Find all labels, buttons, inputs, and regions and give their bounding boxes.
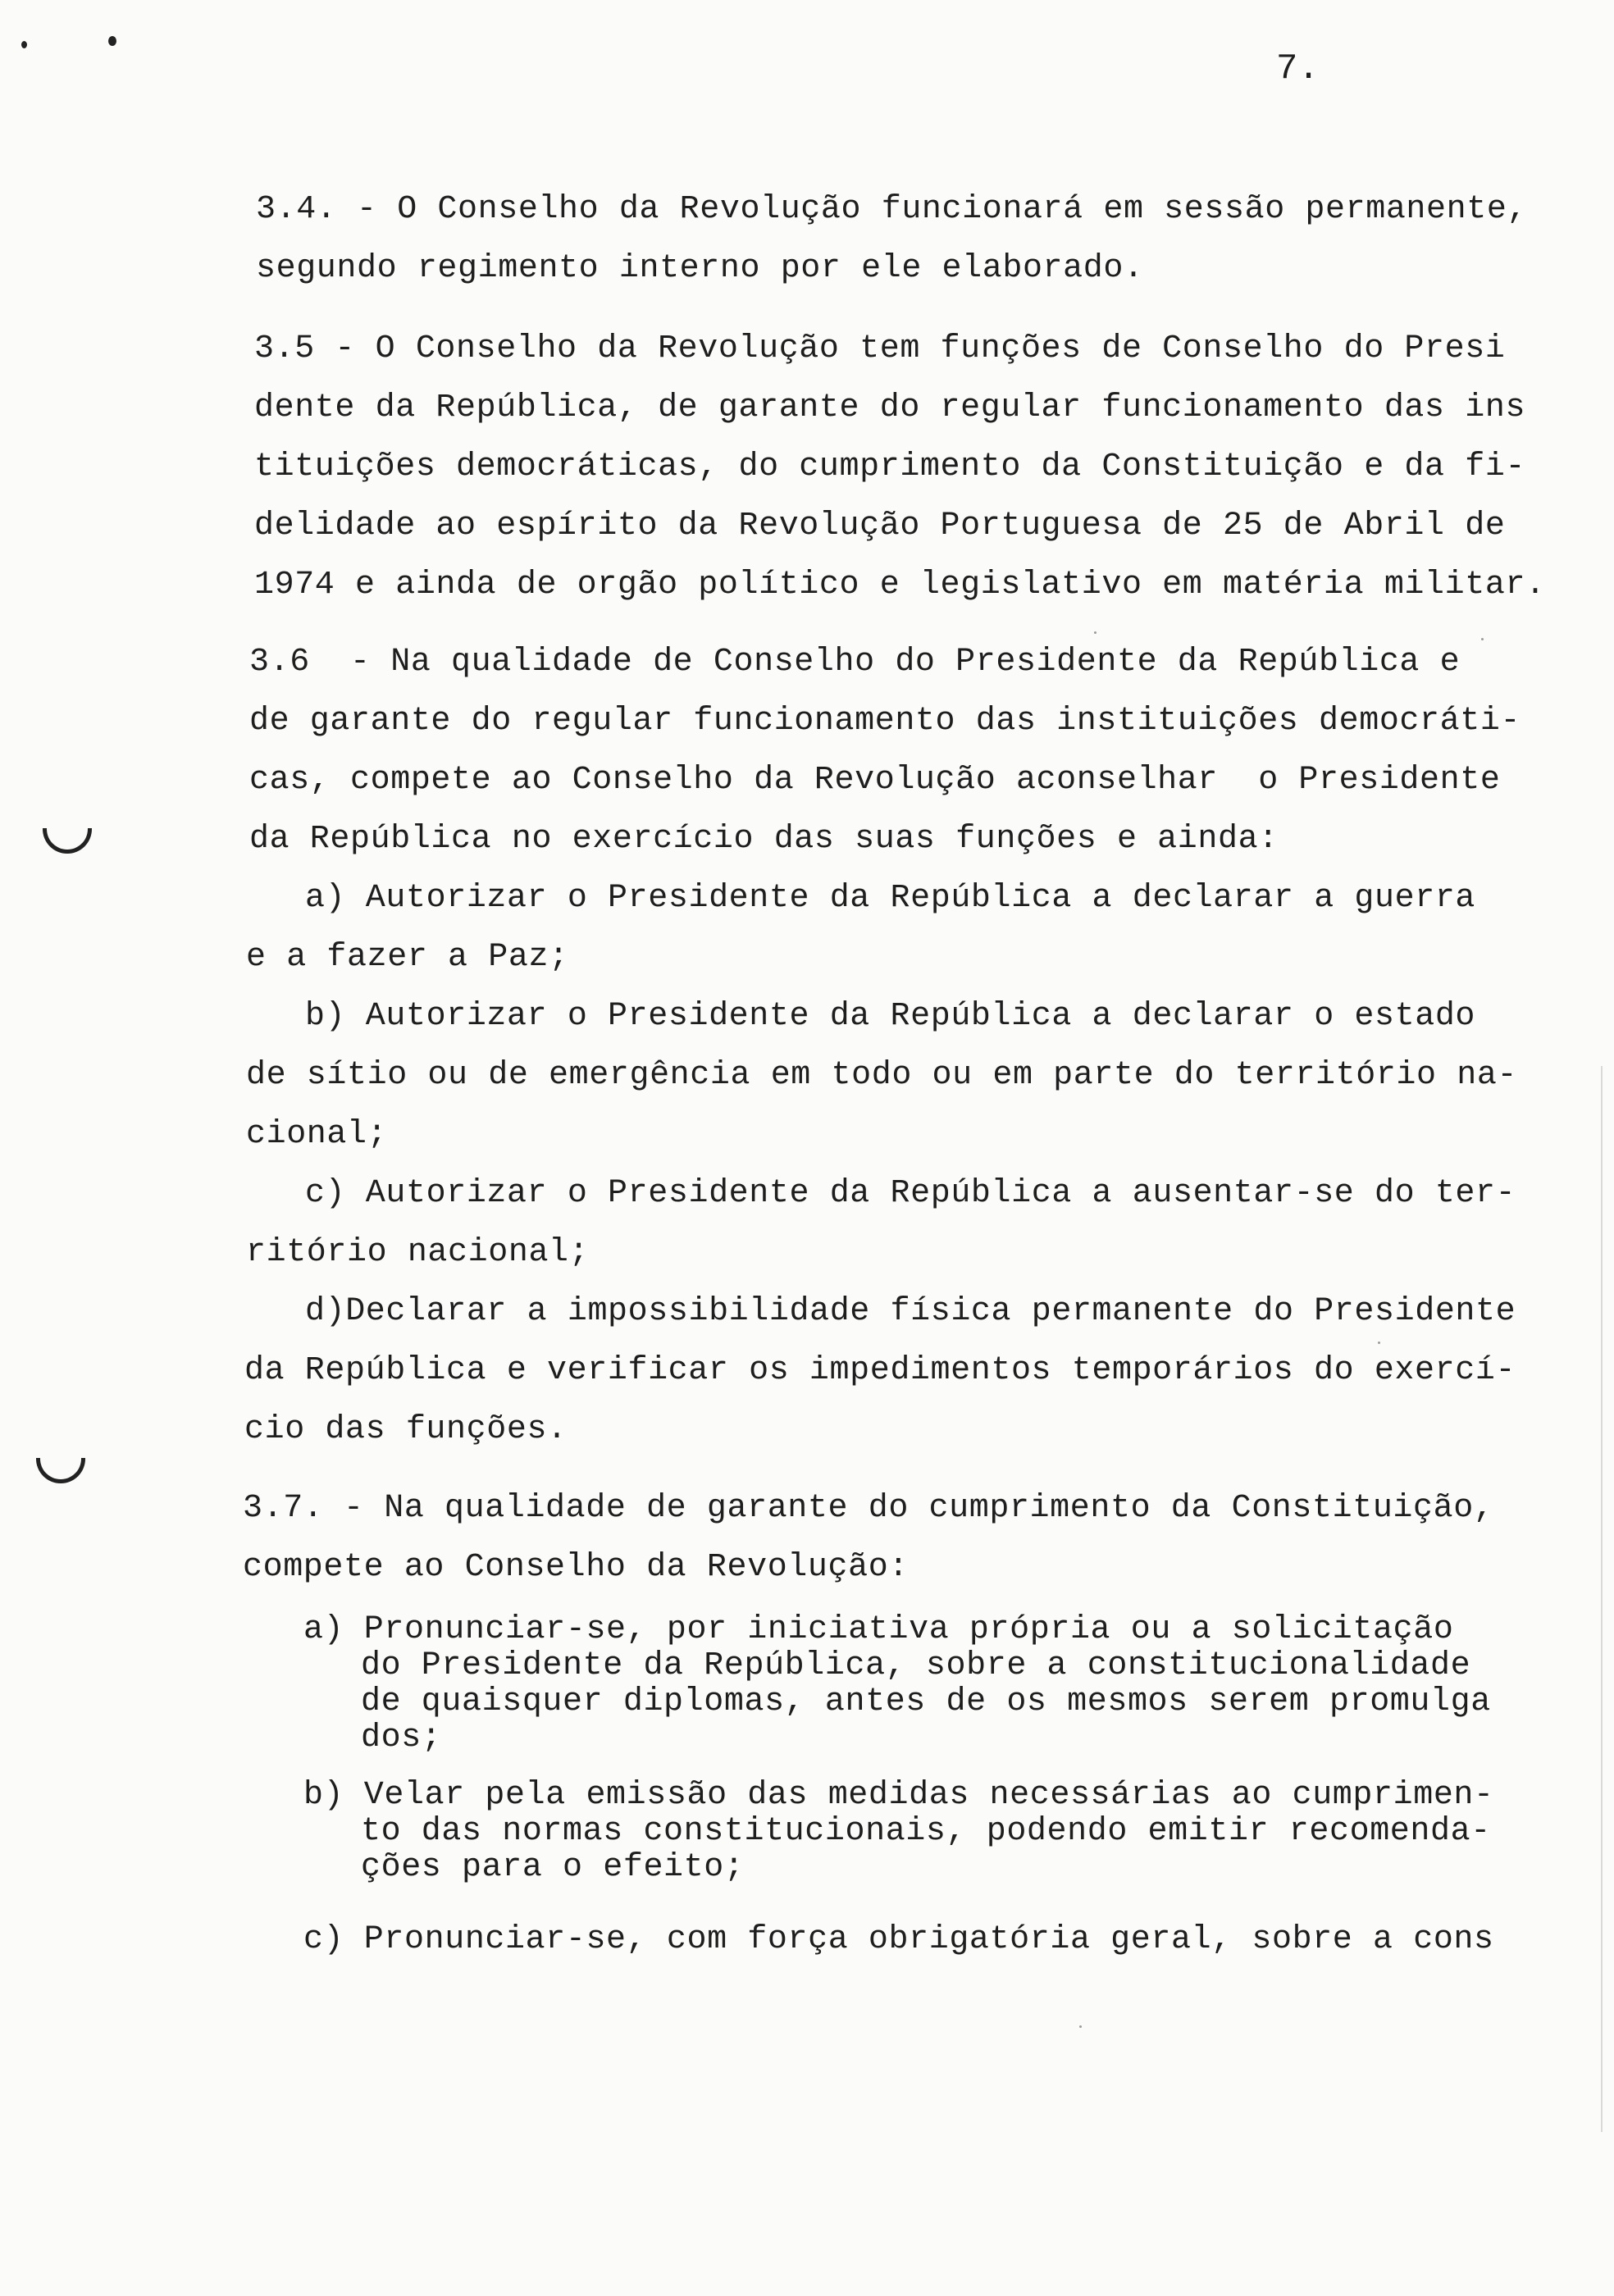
text-line: 1974 e ainda de orgão político e legislativo em matéria militar. [254, 567, 1546, 604]
text-line: ritório nacional; [246, 1234, 590, 1271]
text-line: cional; [246, 1116, 388, 1153]
text-line: to das normas constitucionais, podendo emitir recomenda- [361, 1813, 1491, 1850]
list-item-a: a) Autorizar o Presidente da República a declarar a guerra [305, 880, 1476, 917]
text-line: do Presidente da República, sobre a constitucionalidade [361, 1647, 1471, 1684]
text-line: delidade ao espírito da Revolução Portuguesa de 25 de Abril de [254, 508, 1506, 544]
punch-hole-mark [43, 828, 92, 854]
list-item-c: c) Autorizar o Presidente da República a ausentar-se do ter- [305, 1175, 1516, 1212]
scan-mark [21, 41, 27, 48]
list-item-b: b) Velar pela emissão das medidas necessárias ao cumprimen- [303, 1777, 1494, 1814]
text-line: 3.5 - O Conselho da Revolução tem funções de Conselho do Presi [254, 330, 1506, 367]
text-line: da República no exercício das suas funções e ainda: [249, 821, 1279, 858]
text-line: 3.4. - O Conselho da Revolução funcionará em sessão permanente, [256, 191, 1528, 228]
text-line: cio das funções. [244, 1411, 568, 1448]
text-line: compete ao Conselho da Revolução: [243, 1549, 909, 1586]
text-line: de garante do regular funcionamento das instituições democráti- [249, 703, 1521, 740]
list-item-a: a) Pronunciar-se, por iniciativa própria ou a solicitação [303, 1611, 1454, 1648]
scan-speck [1378, 1342, 1380, 1344]
text-line: dente da República, de garante do regular funcionamento das ins [254, 390, 1526, 426]
list-item-b: b) Autorizar o Presidente da República a declarar o estado [305, 998, 1476, 1035]
text-line: dos; [361, 1720, 442, 1756]
text-line: cas, compete ao Conselho da Revolução aconselhar o Presidente [249, 762, 1501, 799]
text-line: de sítio ou de emergência em todo ou em parte do território na- [246, 1057, 1518, 1094]
text-line: 3.6 - Na qualidade de Conselho do Presidente da República e [249, 644, 1461, 681]
list-item-d: d)Declarar a impossibilidade física permanente do Presidente [305, 1293, 1516, 1330]
text-line: da República e verificar os impedimentos temporários do exercí- [244, 1352, 1516, 1389]
punch-hole-mark [36, 1458, 85, 1483]
text-line: 3.7. - Na qualidade de garante do cumprimento da Constituição, [243, 1490, 1494, 1527]
text-line: tituições democráticas, do cumprimento da Constituição e da fi- [254, 449, 1526, 485]
list-item-c: c) Pronunciar-se, com força obrigatória geral, sobre a cons [303, 1921, 1494, 1958]
text-line: segundo regimento interno por ele elaborado. [256, 250, 1144, 287]
page-edge-shadow [1601, 1066, 1603, 2132]
scan-speck [1079, 2025, 1082, 2028]
page-number: 7. [1276, 48, 1320, 89]
scan-speck [1481, 638, 1484, 640]
text-line: ções para o efeito; [361, 1849, 745, 1886]
scan-mark [108, 36, 116, 46]
text-line: e a fazer a Paz; [246, 939, 569, 976]
scan-speck [1094, 631, 1097, 634]
text-line: de quaisquer diplomas, antes de os mesmos serem promulga [361, 1683, 1491, 1720]
